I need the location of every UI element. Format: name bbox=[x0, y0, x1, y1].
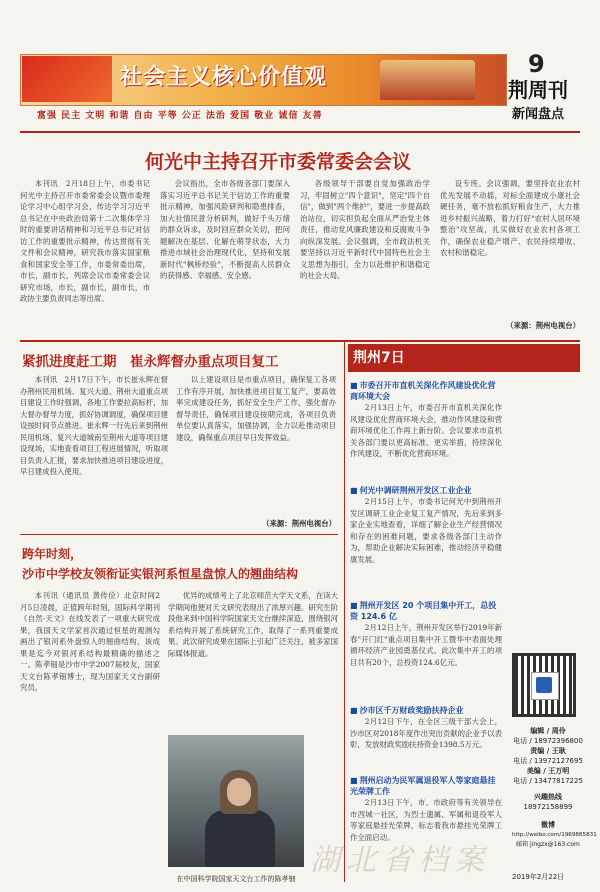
designer-phone: 电话 / 13477817225 bbox=[513, 777, 583, 785]
editor-phone: 电话 / 18972396800 bbox=[513, 737, 583, 745]
lead-source: （来源：荆州电视台） bbox=[506, 321, 580, 330]
sidebar-item-title: ■ 沙市区千万财政奖励扶持企业 bbox=[350, 705, 502, 716]
photo-caption: 在中国科学院国家天文台工作的陈孝钿 bbox=[176, 875, 296, 883]
sidebar-item-body: 2月13日上午，市委召开市直机关深化作风建设优化营商环境大会，推动作风建设和营商环境优化工作再上新台阶。会议要求市直机关各部门要以更高标准、更实举措，持续深化作风建设，不断优化营商环境。 bbox=[350, 403, 502, 458]
article3-col2: 优异的成绩考上了北京师范大学天文系，在读大学期间他便对天文研究表现出了浓厚兴趣。研究生阶段他来到中国科学院国家天文台继续深造，围绕银河系结构开展了系统研究工作，取得了一系列重要成果。此次研究成果在国际上引起广泛关注，被多家国际媒体报道。 bbox=[168, 591, 338, 658]
sidebar-item bbox=[350, 705, 502, 766]
sidebar-item-body: 2月13日下午，市、市政府等有关领导在市西城一社区，为烈士遗属、军属和退役军人等家庭悬挂光荣牌，标志着我市悬挂光荣牌工作全面启动。 bbox=[350, 798, 502, 842]
core-values: 富强 民主 文明 和谐 自由 平等 公正 法治 爱国 敬业 诚信 友善 bbox=[37, 111, 323, 121]
sidebar-item-body: 2月12日下午，在全区三级干部大会上，沙市区对2018年度作出突出贡献的企业予以表彰，发放财政奖励扶持资金1398.5万元。 bbox=[350, 717, 502, 749]
editor-label: 编辑 / 周伶 bbox=[530, 727, 566, 735]
article3-headline-line1: 跨年时刻， bbox=[22, 547, 83, 561]
sidebar-item-body: 2月15日上午，市委书记何光中到荆州开发区调研工业企业复工复产情况，先后来到多家企业实地查看，详细了解企业生产经营情况和存在的困难问题，要求各级各部门主动作为，帮助企业解决实际困难，推动经济平稳健康发展。 bbox=[350, 497, 502, 564]
lead-col2: 会议指出，全市各级各部门要深入落实习近平总书记关于信访工作的重要批示精神，加强风险研判和隐患排查，加大社情民意分析研判，做好千头万绪的群众诉求，及时回应群众关切，把问题解决在基层、化解在萌芽状态，大力推进市域社会治理现代化，坚持和发展新时代"枫桥经验"，不断提高人民群众的获得感、幸福感、安全感。 bbox=[160, 179, 290, 280]
lead-col1: 本刊讯 2月18日上午，市委书记何光中主持召开市委常委会议暨市委理论学习中心组学习会，传达学习习近平总书记在中央政治局第十二次集体学习时的重要讲话精神和习近平总书记对信访工作的重要批示精神，传达贯彻有关文件和会议精神，研究我市落实国家粮食和国家安全等工作，市委常委出席，市长，副市长，列席会议市委常委会议研究市场，市长，副市长，副市长，市政协主要负责同志等出席。 bbox=[20, 179, 150, 303]
photo-person-body bbox=[205, 810, 275, 867]
qr-logo-icon bbox=[536, 677, 552, 693]
sidebar-item bbox=[350, 485, 502, 596]
hotline-number: 18972158899 bbox=[523, 803, 573, 811]
sidebar-item-title: ■ 荆州启动为民军属退役军人等家庭悬挂光荣牌工作 bbox=[350, 775, 502, 797]
sidebar-item-title: ■ 何光中调研荆州开发区工业企业 bbox=[350, 485, 502, 496]
issue-date: 2019年2月22日 bbox=[512, 873, 565, 881]
banner-title: 社会主义核心价值观 bbox=[120, 65, 328, 90]
sidebar-logo: 荆州7日 bbox=[353, 350, 405, 366]
sidebar-item-title: ■ 市委召开市直机关深化作风建设优化营商环境大会 bbox=[350, 380, 502, 402]
lead-col3: 各级领导干部要自觉加强政治学习，牢固树立"四个意识"，坚定"四个自信"，做到"两个维护"，要进一步提高政治站位，切实担负起全面从严治党主体责任，推动党风廉政建设和反腐败斗争向纵深发展。会议强调，全市政法机关要坚持以习近平新时代中国特色社会主义思想为指引，全力以赴维护和谐稳定的社会大局。 bbox=[300, 179, 430, 280]
brand-title: 荆周刊 bbox=[508, 78, 568, 102]
middle-rule bbox=[20, 340, 580, 342]
lead-col4: 设专班。会议强调，要坚持农业农村优先发展不动摇，对标全面建成小康社会硬任务，毫不放松抓好粮食生产，大力推进乡村振兴战略，着力打好"农村人居环境整治"攻坚战，扎实做好农业农村各项工作，确保农业稳产增产、农民持续增收、农村和谐稳定。 bbox=[440, 179, 580, 257]
top-rule bbox=[20, 131, 580, 133]
section-name: 新闻盘点 bbox=[512, 107, 565, 122]
photo-person-face bbox=[227, 778, 251, 806]
weibo-link[interactable]: http://weibo.com/1969865831 bbox=[512, 832, 597, 838]
sidebar-item-body: 2月12日上午，荆州开发区举行2019年新春"开门红"重点项目集中开工暨华中表面处理循环经济产业园奠基仪式。此次集中开工的项目共有20个，总投资124.6亿元。 bbox=[350, 623, 502, 667]
article2-col1: 本刊讯 2月17日下午，市长崔永辉在督办荆州民用机场、复兴大道、荆州大道重点项目建设工作时强调，各地工作要拉高标杆，加大督办督导力度，抓好协调调度，确保项目建设按时间节点推进。崔永辉一行先后来到荆州民用机场、复兴大道城南至荆州大道等项目建设现场，实地查看项目工程进展情况，听取项目负责人汇报，要求加快推进项目建设进度，早日建成投入使用。 bbox=[20, 375, 168, 476]
article2-headline: 紧抓进度赶工期 崔永辉督办重点项目复工 bbox=[22, 354, 279, 370]
tiananmen-graphic bbox=[380, 60, 475, 100]
weibo-label: 微博 bbox=[541, 821, 555, 829]
sidebar-item-title: ■ 荆州开发区 20 个项目集中开工，总投资 124.6 亿 bbox=[350, 600, 502, 622]
email[interactable]: 邮箱 jingzx@163.com bbox=[516, 841, 580, 848]
article3-col1: 本刊讯（通讯员 黄传俭）北京时间2月5日凌晨，正值跨年时刻，国际科学期刊《自然·天文》在线发表了一项重大研究成果，我国天文学家首次通过恒星的观测勾画出了银河系外盘惊人的翘曲结构，该成果是迄今对银河系结构最精确的描述之一。陈孝钿是沙市中学2007届校友，国家天文台陈孝钿博士，现为国家天文台副研究员。 bbox=[20, 591, 160, 692]
sidebar-divider bbox=[344, 342, 345, 882]
sidebar-item bbox=[350, 380, 502, 482]
designer-label: 美编 / 王万明 bbox=[526, 767, 570, 775]
flag-graphic bbox=[22, 56, 112, 102]
hotline-label: 兴趣热线 bbox=[534, 793, 562, 801]
page-number: 9 bbox=[528, 50, 545, 78]
reviewer-phone: 电话 / 13972127695 bbox=[513, 757, 583, 765]
article2-source: （来源：荆州电视台） bbox=[262, 519, 336, 528]
reviewer-label: 责编 / 王耿 bbox=[530, 747, 566, 755]
sidebar-item bbox=[350, 600, 502, 697]
lead-headline: 何光中主持召开市委常委会会议 bbox=[145, 151, 412, 173]
contact-block bbox=[512, 726, 597, 850]
archive-watermark: 湖北省档案 bbox=[310, 843, 490, 878]
article3-headline-line2: 沙市中学校友领衔证实银河系恒星盘惊人的翘曲结构 bbox=[22, 567, 299, 581]
article-divider bbox=[20, 534, 338, 535]
article2-col2: 以上建设项目是市重点项目，确保复工各项工作有序开展，加快推进项目复工复产，要高效率完成建设任务，抓好安全生产工作，强化督办督导责任，确保项目建设按期完成，各项目负责单位要认真落实，加强协调，全力以赴推动项目建设，确保重点项目早日发挥效益。 bbox=[176, 375, 336, 442]
